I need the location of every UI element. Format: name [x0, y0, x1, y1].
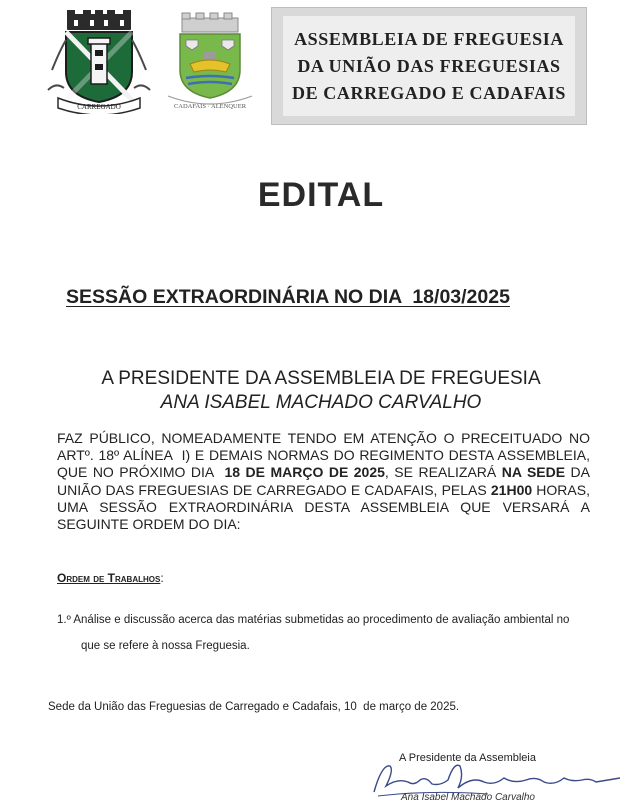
body-line-4: [57, 482, 590, 499]
signature-title: A Presidente da Assembleia: [399, 752, 536, 764]
header-title-box: [271, 7, 587, 125]
meeting-date: 18 DE MARÇO DE 2025: [224, 464, 385, 481]
session-heading: SESSÃO EXTRAORDINÁRIA NO DIA 18/03/2025: [66, 286, 510, 308]
logo-right-label: CADAFAIS · ALENQUER: [173, 103, 247, 110]
body-line-2-text: ARTº. 18º ALÍNEA I) E DEMAIS NORMAS DO REGIMENTO DESTA ASSEMBLEIA,: [57, 447, 590, 464]
body-line-3-e: DA: [565, 464, 590, 481]
agenda-heading-text: Ordem de Trabalhos: [57, 571, 161, 585]
document-title: EDITAL: [257, 176, 385, 214]
coat-of-arms-carregado-icon: [44, 10, 154, 114]
president-line: A PRESIDENTE DA ASSEMBLEIA DE FREGUESIA: [101, 368, 541, 389]
body-line-3-a: QUE NO PRÓXIMO DIA: [57, 464, 225, 481]
meeting-location: NA SEDE: [501, 464, 566, 481]
agenda-heading-colon: :: [160, 571, 164, 585]
body-line-6: SEGUINTE ORDEM DO DIA:: [57, 515, 241, 532]
header-title-line-3: DE CARREGADO E CADAFAIS: [292, 82, 566, 103]
coat-of-arms-cadafais-icon: [160, 12, 260, 114]
header-title-inner: [283, 16, 575, 116]
body-line-4-a: UNIÃO DAS FREGUESIAS DE CARREGADO E CADAFAIS, PELAS: [57, 481, 491, 498]
agenda-heading: [57, 571, 164, 585]
body-line-3: [57, 464, 590, 481]
body-line-2: [57, 447, 590, 464]
place-date: Sede da União das Freguesias de Carregado e Cadafais, 10 de março de 2025.: [48, 701, 460, 713]
agenda-item-1-line-1: 1.º Análise e discussão acerca das matérias submetidas ao procedimento de avaliação ambiental no: [57, 614, 570, 626]
logo-left-label: CARREGADO: [77, 103, 121, 111]
body-line-3-c: , SE REALIZARÁ: [384, 464, 502, 481]
agenda-item-1-line-2: que se refere à nossa Freguesia.: [81, 640, 250, 652]
body-line-5: UMA SESSÃO EXTRAORDINÁRIA DESTA ASSEMBLEIA QUE VERSARÁ A: [57, 498, 590, 515]
body-line-4-c: HORAS,: [532, 481, 590, 498]
president-name: ANA ISABEL MACHADO CARVALHO: [160, 392, 482, 413]
body-line-1: FAZ PÚBLICO, NOMEADAMENTE TENDO EM ATENÇÃO O PRECEITUADO NO: [57, 430, 590, 446]
header-title-line-2: DA UNIÃO DAS FREGUESIAS: [297, 55, 561, 76]
body-paragraph: [57, 430, 590, 533]
header-title-line-1: ASSEMBLEIA DE FREGUESIA: [294, 28, 564, 49]
meeting-time: 21H00: [490, 481, 533, 498]
signature-name: Ana Isabel Machado Carvalho: [401, 792, 535, 803]
